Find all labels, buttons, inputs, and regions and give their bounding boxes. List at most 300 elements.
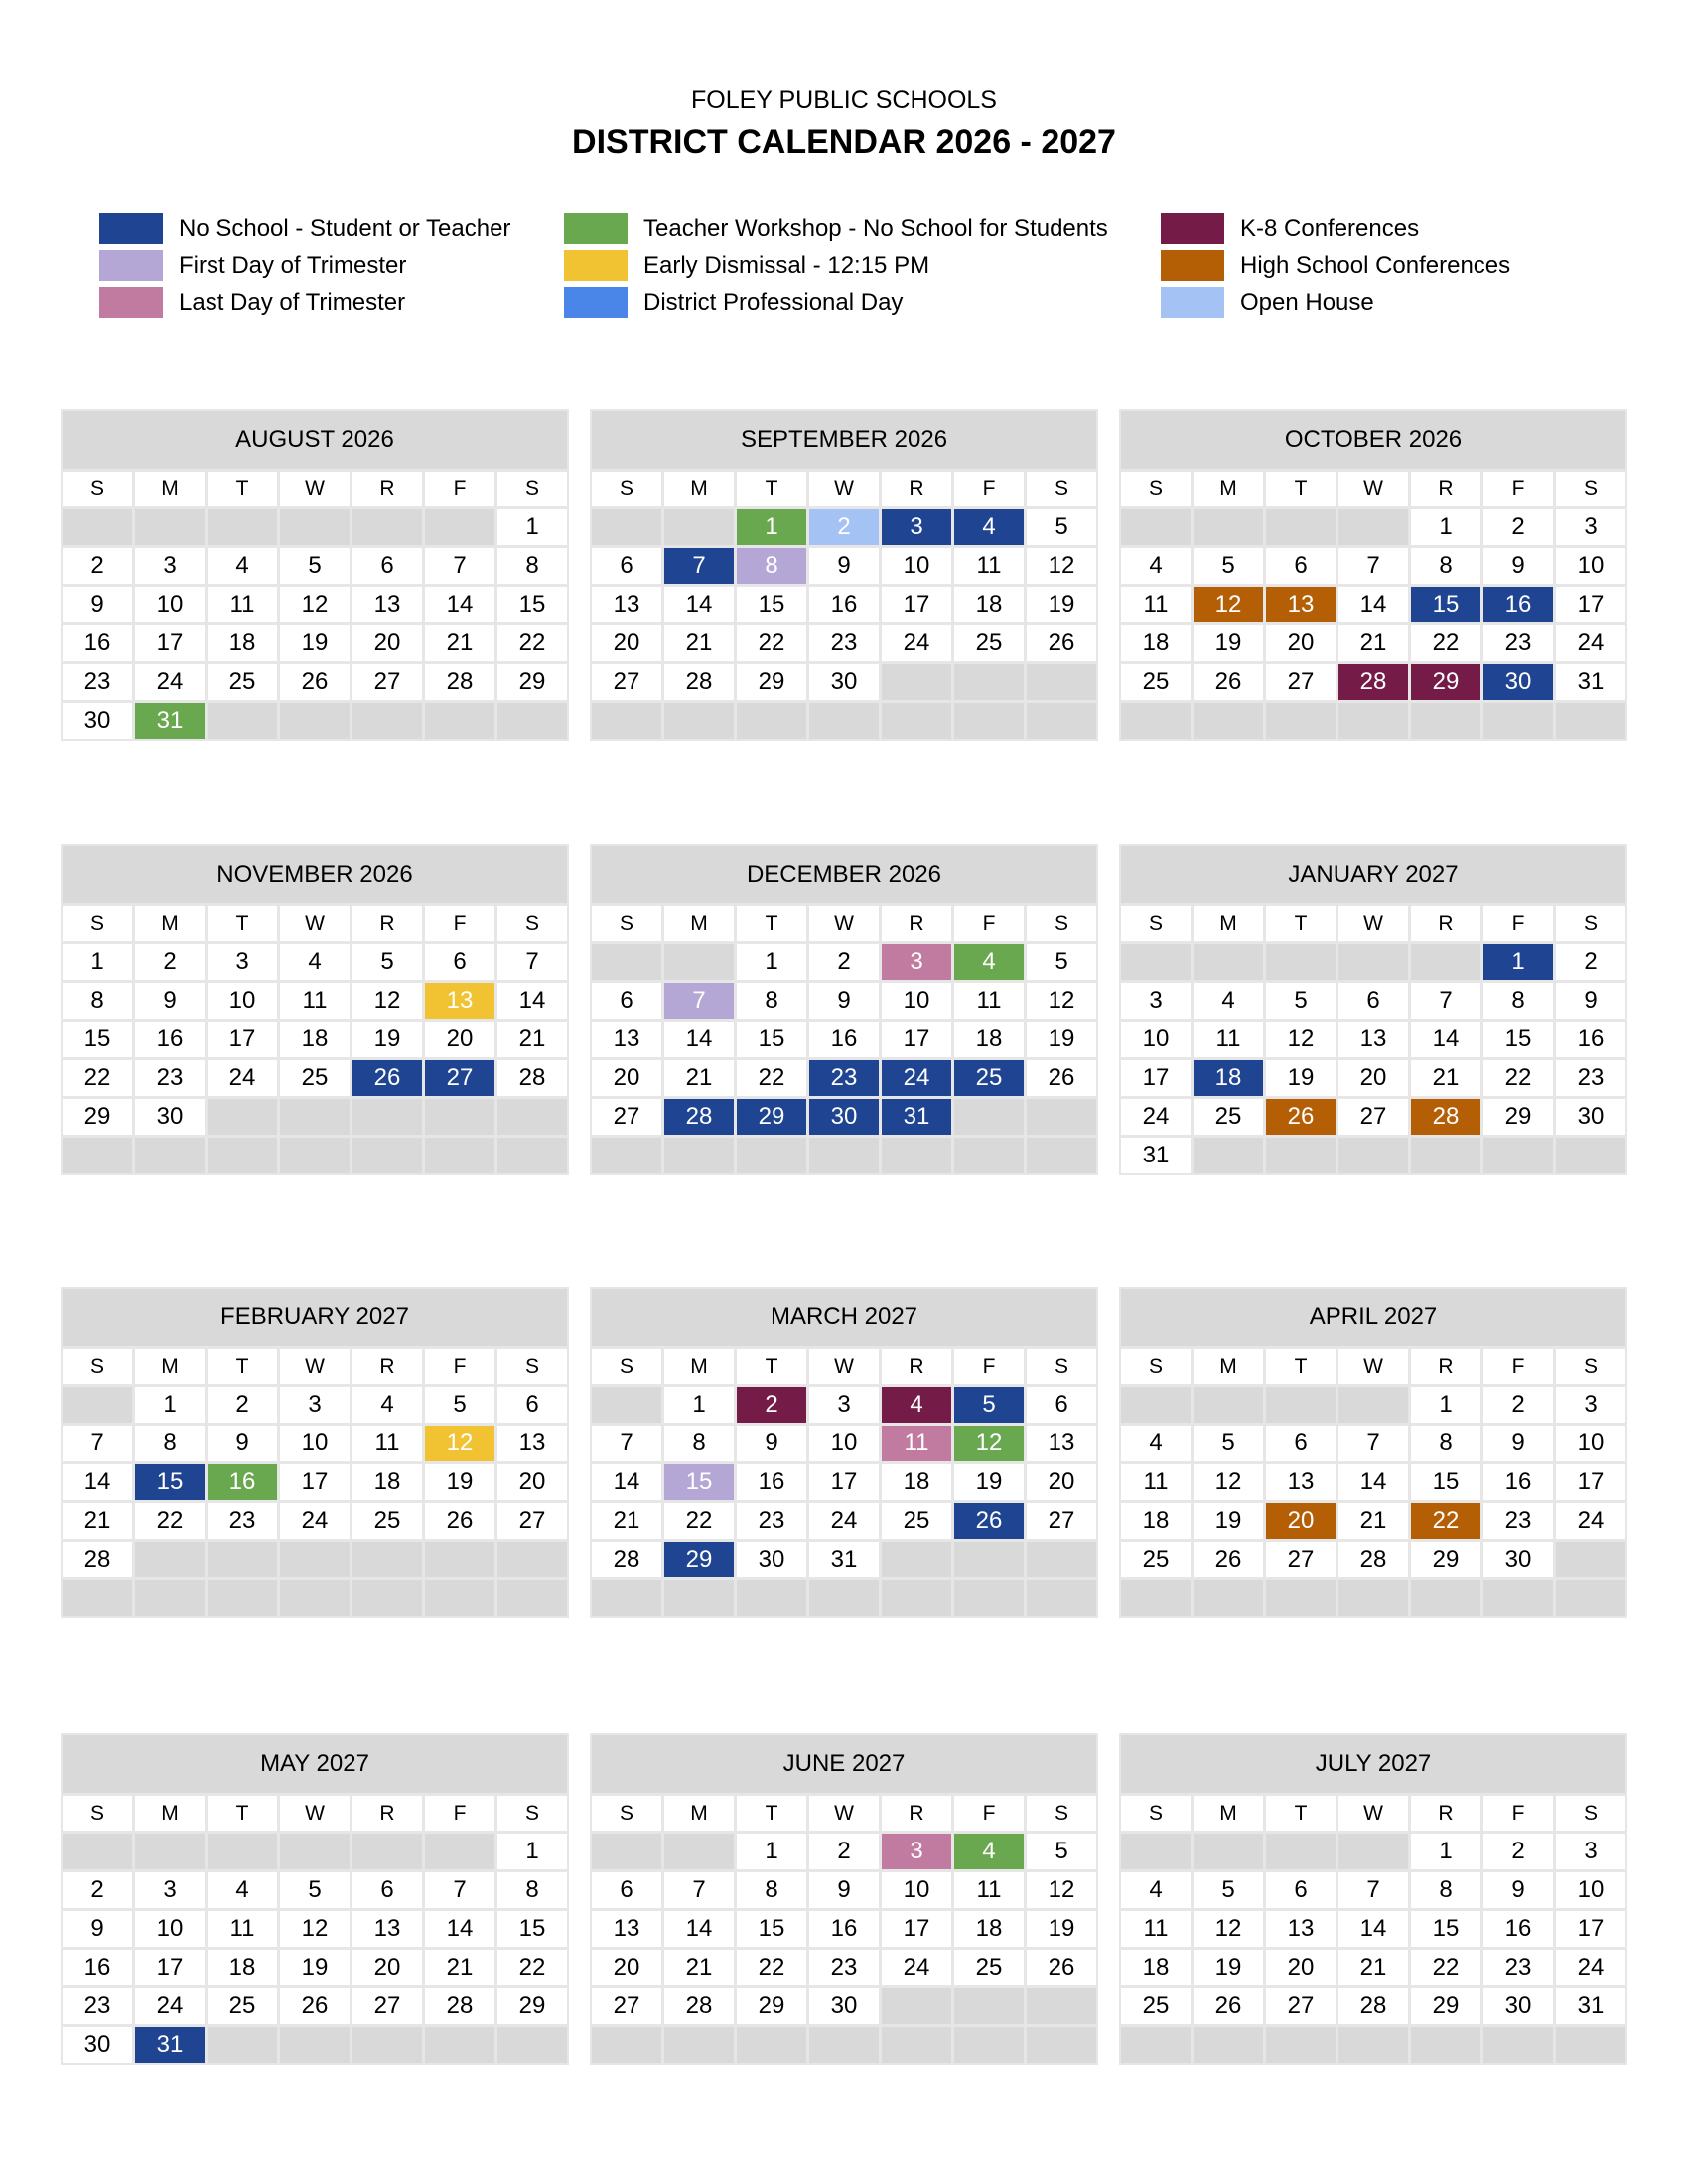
day-cell-first: 7 — [664, 983, 734, 1019]
day-cell: 14 — [1411, 1022, 1480, 1057]
day-cell: 12 — [1194, 1911, 1263, 1947]
empty-cell — [1483, 703, 1553, 739]
day-cell: 1 — [664, 1387, 734, 1423]
day-cell: 20 — [1266, 625, 1336, 661]
day-cell: 26 — [1027, 1950, 1096, 1985]
day-cell: 6 — [497, 1387, 567, 1423]
day-cell: 1 — [1411, 509, 1480, 545]
day-cell-workshop: 16 — [208, 1464, 277, 1500]
day-cell: 30 — [135, 1099, 205, 1135]
month-calendar — [590, 409, 1098, 741]
day-cell: 3 — [1121, 983, 1191, 1019]
day-cell: 2 — [63, 1872, 132, 1908]
day-cell: 28 — [425, 664, 494, 700]
weekday-header: M — [135, 1349, 205, 1384]
empty-cell — [1483, 1580, 1553, 1616]
day-cell: 20 — [352, 625, 422, 661]
weekday-header: T — [208, 1796, 277, 1831]
month-grid — [63, 1346, 567, 1616]
day-cell: 9 — [63, 1911, 132, 1947]
day-cell: 14 — [664, 587, 734, 622]
weekday-header: F — [1483, 472, 1553, 506]
day-cell: 13 — [592, 1911, 661, 1947]
day-cell-k8: 4 — [882, 1387, 951, 1423]
day-cell-noschool: 27 — [425, 1060, 494, 1096]
weekday-header: F — [425, 472, 494, 506]
empty-cell — [135, 1542, 205, 1577]
empty-cell — [592, 1387, 661, 1423]
day-cell-last: 3 — [882, 944, 951, 980]
empty-cell — [135, 1834, 205, 1869]
day-cell: 21 — [1338, 625, 1408, 661]
empty-cell — [1338, 509, 1408, 545]
day-cell: 18 — [208, 625, 277, 661]
day-cell-noschool: 31 — [135, 2027, 205, 2063]
day-cell: 19 — [1194, 1950, 1263, 1985]
empty-cell — [352, 1580, 422, 1616]
legend-swatch-first — [99, 250, 163, 281]
weekday-header: S — [1121, 472, 1191, 506]
day-cell: 18 — [1121, 1950, 1191, 1985]
day-cell: 17 — [882, 1022, 951, 1057]
empty-cell — [352, 1138, 422, 1173]
day-cell: 10 — [1121, 1022, 1191, 1057]
day-cell: 11 — [954, 983, 1024, 1019]
day-cell: 28 — [63, 1542, 132, 1577]
day-cell: 27 — [592, 1099, 661, 1135]
weekday-header: T — [208, 472, 277, 506]
day-cell: 9 — [1483, 1426, 1553, 1461]
empty-cell — [1194, 2027, 1263, 2063]
empty-cell — [809, 2027, 879, 2063]
day-cell: 2 — [1556, 944, 1625, 980]
day-cell: 8 — [63, 983, 132, 1019]
day-cell: 6 — [352, 548, 422, 584]
day-cell: 9 — [63, 587, 132, 622]
empty-cell — [1266, 1834, 1336, 1869]
day-cell: 2 — [208, 1387, 277, 1423]
empty-cell — [1338, 1387, 1408, 1423]
empty-cell — [497, 2027, 567, 2063]
day-cell-noschool: 5 — [954, 1387, 1024, 1423]
day-cell: 12 — [1266, 1022, 1336, 1057]
weekday-header: M — [135, 906, 205, 941]
empty-cell — [882, 664, 951, 700]
day-cell: 15 — [63, 1022, 132, 1057]
legend-label: District Professional Day — [643, 288, 904, 316]
weekday-header: F — [954, 472, 1024, 506]
day-cell-first: 15 — [664, 1464, 734, 1500]
day-cell: 23 — [737, 1503, 806, 1539]
day-cell: 8 — [135, 1426, 205, 1461]
empty-cell — [1266, 703, 1336, 739]
day-cell: 11 — [208, 587, 277, 622]
legend-label: K-8 Conferences — [1240, 214, 1420, 242]
month-calendar — [590, 1733, 1098, 2065]
day-cell: 26 — [1194, 1542, 1263, 1577]
empty-cell — [1194, 1138, 1263, 1173]
weekday-header: R — [352, 906, 422, 941]
day-cell: 17 — [135, 1950, 205, 1985]
day-cell: 30 — [737, 1542, 806, 1577]
legend — [99, 210, 1648, 320]
day-cell: 13 — [592, 587, 661, 622]
empty-cell — [1266, 1138, 1336, 1173]
day-cell: 13 — [1266, 1911, 1336, 1947]
day-cell: 24 — [809, 1503, 879, 1539]
day-cell-noschool: 3 — [882, 509, 951, 545]
day-cell: 10 — [1556, 548, 1625, 584]
day-cell: 4 — [208, 1872, 277, 1908]
weekday-header: F — [1483, 1349, 1553, 1384]
day-cell: 10 — [882, 1872, 951, 1908]
day-cell: 12 — [1027, 1872, 1096, 1908]
day-cell: 25 — [1121, 664, 1191, 700]
day-cell: 7 — [1338, 1426, 1408, 1461]
weekday-header: T — [1266, 472, 1336, 506]
month-calendar — [1119, 409, 1627, 741]
legend-label: No School - Student or Teacher — [179, 214, 511, 242]
month-title: JANUARY 2027 — [1121, 846, 1625, 903]
weekday-header: F — [1483, 906, 1553, 941]
empty-cell — [208, 1099, 277, 1135]
empty-cell — [1338, 703, 1408, 739]
weekday-header: R — [882, 1796, 951, 1831]
day-cell: 21 — [63, 1503, 132, 1539]
month-title: OCTOBER 2026 — [1121, 411, 1625, 469]
day-cell: 25 — [208, 664, 277, 700]
empty-cell — [882, 1580, 951, 1616]
legend-label: Early Dismissal - 12:15 PM — [643, 251, 930, 279]
empty-cell — [954, 1138, 1024, 1173]
weekday-header: S — [63, 1349, 132, 1384]
weekday-header: M — [1194, 1349, 1263, 1384]
day-cell: 20 — [1266, 1950, 1336, 1985]
month-calendar — [1119, 844, 1627, 1175]
day-cell: 13 — [1266, 1464, 1336, 1500]
day-cell: 3 — [1556, 1834, 1625, 1869]
month-grid — [63, 1793, 567, 2063]
day-cell-noschool: 29 — [664, 1542, 734, 1577]
weekday-header: M — [664, 906, 734, 941]
day-cell: 19 — [352, 1022, 422, 1057]
day-cell: 25 — [280, 1060, 350, 1096]
day-cell: 7 — [1338, 548, 1408, 584]
empty-cell — [425, 1580, 494, 1616]
day-cell: 5 — [1194, 548, 1263, 584]
month-grid — [1121, 903, 1625, 1173]
legend-item-profday — [564, 284, 1108, 321]
day-cell: 6 — [352, 1872, 422, 1908]
day-cell: 6 — [592, 983, 661, 1019]
day-cell: 5 — [280, 1872, 350, 1908]
day-cell: 27 — [1266, 1542, 1336, 1577]
day-cell: 27 — [592, 1988, 661, 2024]
empty-cell — [664, 1138, 734, 1173]
day-cell: 21 — [664, 625, 734, 661]
month-calendar — [590, 1287, 1098, 1618]
weekday-header: T — [737, 1796, 806, 1831]
day-cell: 19 — [1194, 1503, 1263, 1539]
day-cell: 9 — [208, 1426, 277, 1461]
day-cell: 16 — [63, 1950, 132, 1985]
day-cell: 28 — [664, 664, 734, 700]
day-cell: 4 — [1194, 983, 1263, 1019]
empty-cell — [1266, 509, 1336, 545]
month-title: JULY 2027 — [1121, 1735, 1625, 1793]
weekday-header: S — [1027, 1349, 1096, 1384]
day-cell: 18 — [352, 1464, 422, 1500]
day-cell: 23 — [63, 664, 132, 700]
day-cell: 13 — [497, 1426, 567, 1461]
day-cell: 30 — [1483, 1988, 1553, 2024]
day-cell: 2 — [1483, 1387, 1553, 1423]
legend-swatch-hs — [1161, 250, 1224, 281]
empty-cell — [135, 509, 205, 545]
empty-cell — [425, 509, 494, 545]
day-cell: 29 — [737, 1988, 806, 2024]
month-calendar — [61, 1287, 569, 1618]
day-cell: 25 — [954, 1950, 1024, 1985]
day-cell: 14 — [425, 1911, 494, 1947]
day-cell-last: 3 — [882, 1834, 951, 1869]
empty-cell — [208, 509, 277, 545]
empty-cell — [352, 1542, 422, 1577]
day-cell: 30 — [809, 1988, 879, 2024]
day-cell: 6 — [1266, 548, 1336, 584]
day-cell: 19 — [280, 1950, 350, 1985]
day-cell: 25 — [1194, 1099, 1263, 1135]
weekday-header: F — [1483, 1796, 1553, 1831]
day-cell: 25 — [352, 1503, 422, 1539]
month-title: AUGUST 2026 — [63, 411, 567, 469]
weekday-header: W — [1338, 906, 1408, 941]
day-cell-noschool: 26 — [352, 1060, 422, 1096]
empty-cell — [1027, 1099, 1096, 1135]
empty-cell — [1411, 703, 1480, 739]
weekday-header: R — [352, 472, 422, 506]
day-cell: 5 — [1027, 944, 1096, 980]
weekday-header: R — [1411, 1349, 1480, 1384]
day-cell: 13 — [592, 1022, 661, 1057]
day-cell-noschool: 30 — [809, 1099, 879, 1135]
weekday-header: S — [1027, 1796, 1096, 1831]
weekday-header: S — [1027, 472, 1096, 506]
day-cell: 27 — [592, 664, 661, 700]
weekday-header: S — [592, 1349, 661, 1384]
day-cell: 2 — [809, 1834, 879, 1869]
empty-cell — [737, 2027, 806, 2063]
weekday-header: W — [280, 1349, 350, 1384]
day-cell: 22 — [1411, 625, 1480, 661]
day-cell-workshop: 31 — [135, 703, 205, 739]
day-cell: 11 — [1121, 587, 1191, 622]
day-cell: 15 — [497, 1911, 567, 1947]
day-cell: 4 — [1121, 1426, 1191, 1461]
day-cell-hs: 12 — [1194, 587, 1263, 622]
day-cell: 7 — [592, 1426, 661, 1461]
empty-cell — [425, 1834, 494, 1869]
day-cell: 8 — [664, 1426, 734, 1461]
day-cell: 3 — [135, 548, 205, 584]
day-cell: 1 — [135, 1387, 205, 1423]
day-cell: 8 — [497, 1872, 567, 1908]
day-cell: 21 — [1338, 1950, 1408, 1985]
empty-cell — [882, 2027, 951, 2063]
day-cell: 10 — [208, 983, 277, 1019]
day-cell: 18 — [954, 1911, 1024, 1947]
day-cell: 30 — [63, 2027, 132, 2063]
day-cell: 9 — [737, 1426, 806, 1461]
weekday-header: W — [280, 472, 350, 506]
weekday-header: M — [135, 472, 205, 506]
day-cell: 10 — [1556, 1426, 1625, 1461]
weekday-header: R — [1411, 472, 1480, 506]
day-cell: 31 — [1556, 1988, 1625, 2024]
legend-label: First Day of Trimester — [179, 251, 407, 279]
weekday-header: W — [809, 1796, 879, 1831]
day-cell: 15 — [1483, 1022, 1553, 1057]
empty-cell — [664, 703, 734, 739]
empty-cell — [352, 703, 422, 739]
day-cell: 30 — [1556, 1099, 1625, 1135]
month-calendar — [61, 409, 569, 741]
day-cell: 6 — [1266, 1872, 1336, 1908]
day-cell: 24 — [208, 1060, 277, 1096]
empty-cell — [280, 1834, 350, 1869]
day-cell-noschool: 7 — [664, 548, 734, 584]
day-cell-k8: 28 — [1338, 664, 1408, 700]
day-cell: 8 — [497, 548, 567, 584]
empty-cell — [63, 509, 132, 545]
day-cell: 20 — [592, 625, 661, 661]
day-cell: 17 — [280, 1464, 350, 1500]
empty-cell — [1194, 944, 1263, 980]
weekday-header: F — [954, 906, 1024, 941]
day-cell: 23 — [63, 1988, 132, 2024]
day-cell-noschool: 29 — [737, 1099, 806, 1135]
empty-cell — [1556, 2027, 1625, 2063]
weekday-header: R — [882, 1349, 951, 1384]
day-cell: 22 — [737, 1060, 806, 1096]
empty-cell — [664, 944, 734, 980]
day-cell: 18 — [882, 1464, 951, 1500]
day-cell: 16 — [809, 1911, 879, 1947]
day-cell: 13 — [1027, 1426, 1096, 1461]
legend-label: High School Conferences — [1240, 251, 1511, 279]
legend-swatch-k8 — [1161, 213, 1224, 244]
day-cell: 11 — [954, 548, 1024, 584]
day-cell: 5 — [280, 548, 350, 584]
empty-cell — [1027, 1988, 1096, 2024]
day-cell: 14 — [63, 1464, 132, 1500]
legend-swatch-noschool — [99, 213, 163, 244]
day-cell: 12 — [280, 587, 350, 622]
day-cell: 15 — [737, 587, 806, 622]
day-cell: 5 — [1194, 1872, 1263, 1908]
weekday-header: F — [425, 1349, 494, 1384]
day-cell: 27 — [352, 664, 422, 700]
day-cell: 17 — [208, 1022, 277, 1057]
day-cell-k8: 2 — [737, 1387, 806, 1423]
day-cell-k8: 29 — [1411, 664, 1480, 700]
day-cell: 31 — [1556, 664, 1625, 700]
empty-cell — [592, 703, 661, 739]
day-cell: 13 — [1338, 1022, 1408, 1057]
empty-cell — [425, 2027, 494, 2063]
empty-cell — [1027, 664, 1096, 700]
empty-cell — [1338, 2027, 1408, 2063]
day-cell-hs: 13 — [1266, 587, 1336, 622]
weekday-header: F — [425, 1796, 494, 1831]
day-cell: 23 — [1483, 625, 1553, 661]
day-cell: 17 — [1556, 1464, 1625, 1500]
day-cell: 22 — [63, 1060, 132, 1096]
day-cell-early: 12 — [425, 1426, 494, 1461]
day-cell: 10 — [1556, 1872, 1625, 1908]
day-cell: 14 — [497, 983, 567, 1019]
day-cell: 23 — [809, 625, 879, 661]
legend-label: Open House — [1240, 288, 1374, 316]
day-cell: 19 — [1266, 1060, 1336, 1096]
day-cell: 10 — [882, 983, 951, 1019]
empty-cell — [1556, 1542, 1625, 1577]
empty-cell — [280, 1138, 350, 1173]
empty-cell — [352, 509, 422, 545]
day-cell: 15 — [737, 1022, 806, 1057]
empty-cell — [1556, 1138, 1625, 1173]
empty-cell — [809, 1138, 879, 1173]
weekday-header: F — [954, 1796, 1024, 1831]
empty-cell — [352, 1834, 422, 1869]
day-cell: 8 — [1483, 983, 1553, 1019]
empty-cell — [954, 1988, 1024, 2024]
weekday-header: R — [352, 1349, 422, 1384]
weekday-header: S — [592, 906, 661, 941]
day-cell: 24 — [135, 1988, 205, 2024]
weekday-header: S — [592, 472, 661, 506]
day-cell: 24 — [1121, 1099, 1191, 1135]
weekday-header: R — [1411, 1796, 1480, 1831]
day-cell: 20 — [592, 1950, 661, 1985]
empty-cell — [664, 1580, 734, 1616]
weekday-header: T — [1266, 1349, 1336, 1384]
empty-cell — [1121, 944, 1191, 980]
day-cell-noschool: 1 — [1483, 944, 1553, 980]
day-cell: 1 — [1411, 1387, 1480, 1423]
day-cell: 22 — [737, 625, 806, 661]
day-cell: 21 — [1338, 1503, 1408, 1539]
day-cell: 8 — [737, 983, 806, 1019]
day-cell: 2 — [1483, 1834, 1553, 1869]
weekday-header: T — [1266, 906, 1336, 941]
day-cell-noschool: 23 — [809, 1060, 879, 1096]
weekday-header: S — [1121, 1796, 1191, 1831]
weekday-header: S — [497, 472, 567, 506]
empty-cell — [1121, 703, 1191, 739]
day-cell: 14 — [592, 1464, 661, 1500]
day-cell: 24 — [882, 625, 951, 661]
empty-cell — [1411, 1580, 1480, 1616]
day-cell: 9 — [1556, 983, 1625, 1019]
day-cell: 9 — [809, 1872, 879, 1908]
day-cell-first: 8 — [737, 548, 806, 584]
weekday-header: R — [1411, 906, 1480, 941]
day-cell: 9 — [1483, 1872, 1553, 1908]
day-cell: 18 — [1121, 1503, 1191, 1539]
day-cell: 3 — [1556, 1387, 1625, 1423]
empty-cell — [1121, 2027, 1191, 2063]
